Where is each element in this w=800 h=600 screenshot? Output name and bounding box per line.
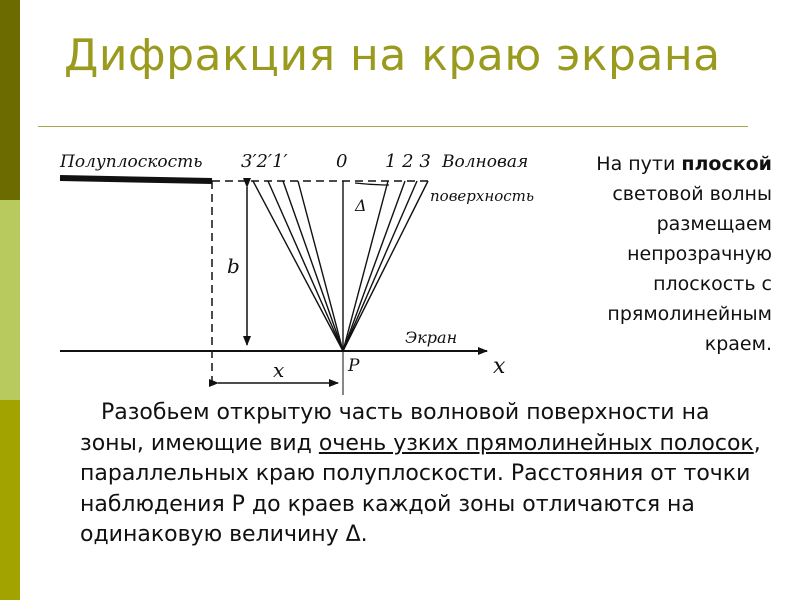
sidebar-segment-middle [0, 200, 20, 400]
zone-rays [253, 181, 428, 351]
x-distance-label: x [273, 358, 285, 382]
sidebar-segment-top [0, 0, 20, 200]
half-plane-label: Полуплоскость [60, 152, 203, 172]
sidebar-decoration [0, 0, 20, 600]
sidebar-segment-bottom [0, 400, 20, 600]
wave-label: Волновая [442, 152, 529, 172]
side-note-text-2: световой волны размещаем непрозрачную плоскость с прямолинейным краем. [607, 183, 772, 355]
surface-label: поверхность [430, 187, 535, 205]
zone-zero-label: 0 [336, 151, 348, 172]
zones-left-label: 3′2′1′ [241, 151, 288, 172]
delta-label: Δ [355, 196, 367, 215]
side-note-text-1: На пути [596, 153, 682, 175]
b-label: b [227, 254, 240, 278]
body-paragraph [80, 398, 770, 551]
body-indent [80, 400, 101, 425]
screen-label: Экран [405, 328, 458, 347]
diffraction-diagram [55, 145, 555, 405]
delta-arc [355, 183, 389, 185]
point-p-label: P [348, 356, 360, 376]
x-axis-label: x [493, 354, 506, 379]
half-plane-line [60, 178, 212, 181]
body-text-1: Разобьем открытую часть волновой поверхности на зоны, имеющие вид [80, 400, 710, 456]
body-text-2: , параллельных краю полуплоскости. Расстояния от точки наблюдения Р до краев каждой зоны отличаются на одинаковую величину Δ. [80, 430, 761, 547]
zones-right-label: 1 2 3 [385, 151, 431, 172]
title-divider [38, 126, 748, 127]
body-underlined-text: очень узких прямолинейных полосок [318, 430, 754, 456]
side-note-bold: плоской [681, 153, 772, 175]
side-note [560, 149, 772, 359]
slide-title: Дифракция на краю экрана [64, 30, 721, 81]
